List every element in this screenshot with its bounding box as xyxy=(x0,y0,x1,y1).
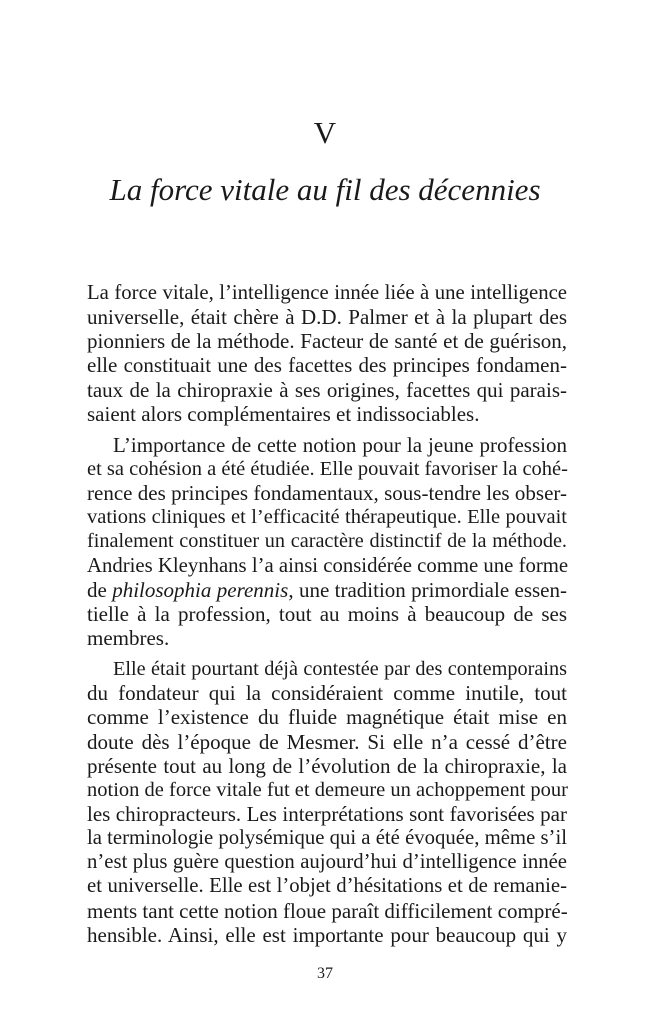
text-line: ments tant cette notion floue paraît difficilement compré- xyxy=(87,898,568,923)
paragraph-spacer xyxy=(87,426,567,433)
text-line: présente tout au long de l’évolution de la chiropraxie, la xyxy=(87,753,567,778)
text-line: taux de la chiropraxie à ses origines, facettes qui parais- xyxy=(87,377,567,402)
text-line: comme l’existence du fluide magnétique était mise en xyxy=(87,705,567,730)
text-line: Andries Kleynhans l’a ainsi considérée comme une forme xyxy=(87,554,569,577)
text-line: finalement constituer un caractère distinctif de la méthode. xyxy=(87,530,567,553)
text-line: doute dès l’époque de Mesmer. Si elle n’a cessé d’être xyxy=(87,729,567,754)
text-line: vations cliniques et l’efficacité thérapeutique. Elle pouvait xyxy=(87,506,567,529)
chapter-title: La force vitale au fil des décennies xyxy=(109,172,541,207)
page-number: 37 xyxy=(317,965,333,982)
text-line: et universelle. Elle est l’objet d’hésitations et de remanie- xyxy=(87,875,567,898)
text-line: saient alors complémentaires et indissociables. xyxy=(87,401,480,426)
text-line: rence des principes fondamentaux, sous-tendre les obser- xyxy=(87,481,567,506)
text-line: elle constituait une des facettes des principes fondamen- xyxy=(87,353,567,378)
text-line: membres. xyxy=(87,625,170,650)
text-line: les chiropracteurs. Les interprétations sont favorisées par xyxy=(87,801,567,826)
text-line: La force vitale, l’intelligence innée liée à une intelligence xyxy=(87,282,567,304)
paragraph-3 xyxy=(87,657,567,947)
text-line-with-italic xyxy=(87,578,567,602)
text-line: universelle, était chère à D.D. Palmer et à la plupart des xyxy=(87,305,567,330)
text-line: la terminologie polysémique qui a été évoquée, même s’il xyxy=(87,827,567,850)
text-line: pionniers de la méthode. Facteur de santé et de guérison, xyxy=(87,329,567,354)
chapter-number: V xyxy=(313,115,337,150)
italic-term: philosophia perennis xyxy=(112,577,289,602)
text-line: du fondateur qui la considéraient comme inutile, tout xyxy=(87,681,567,706)
text-segment: , une tradition primordiale essen- xyxy=(288,577,568,602)
text-line: Elle était pourtant déjà contestée par des contemporains xyxy=(113,658,567,681)
text-line: et sa cohésion a été étudiée. Elle pouvait favoriser la cohé- xyxy=(87,457,568,480)
text-line: tielle à la profession, tout au moins à beaucoup de ses xyxy=(87,601,567,626)
text-segment: de xyxy=(87,577,113,602)
paragraph-1 xyxy=(87,281,567,426)
text-line: hensible. Ainsi, elle est importante pour beaucoup qui y xyxy=(87,922,567,947)
text-line: n’est plus guère question aujourd’hui d’intelligence innée xyxy=(87,851,567,874)
text-line: L’importance de cette notion pour la jeune profession xyxy=(113,432,567,457)
paragraph-2 xyxy=(87,433,567,650)
paragraph-spacer xyxy=(87,650,567,657)
text-line: notion de force vitale fut et demeure un achoppement pour xyxy=(87,778,568,801)
body-text xyxy=(87,281,567,947)
